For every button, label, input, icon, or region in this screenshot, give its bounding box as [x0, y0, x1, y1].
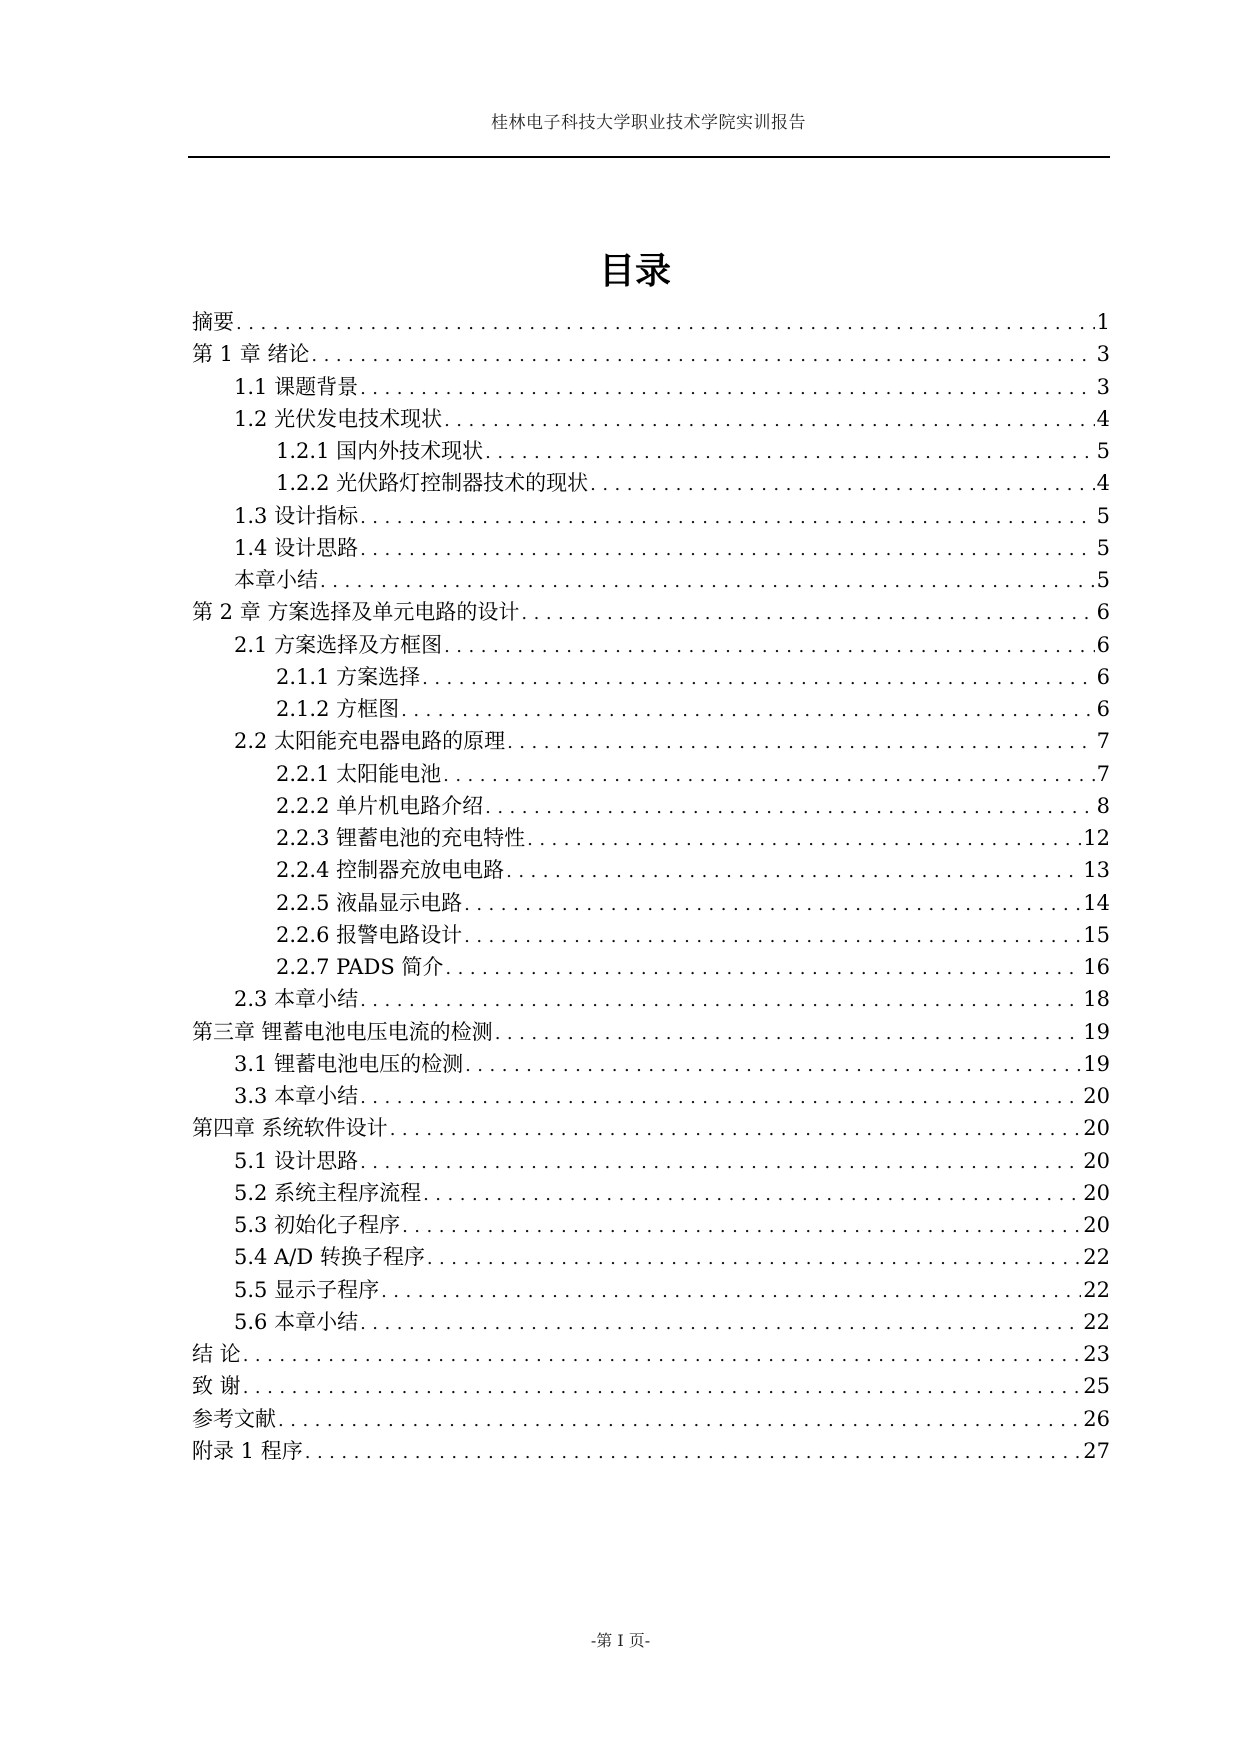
toc-entry-label: 结 论	[192, 1342, 241, 1366]
toc-entry-label: 1.1 课题背景	[234, 374, 359, 399]
toc-entry-page-number: 7	[1096, 761, 1110, 786]
toc-entry-page-number: 22	[1083, 1309, 1110, 1334]
toc-dot-leader	[305, 1442, 1082, 1463]
toc-entry-label: 5.2 系统主程序流程	[234, 1180, 422, 1205]
toc-entry[interactable]	[192, 1274, 1110, 1306]
toc-dot-leader	[401, 700, 1095, 721]
toc-entry-page-number: 19	[1083, 1019, 1110, 1044]
toc-dot-leader	[495, 1023, 1082, 1044]
toc-entry-label: 3.3 本章小结	[234, 1084, 359, 1108]
toc-dot-leader	[590, 474, 1095, 495]
toc-entry[interactable]	[192, 854, 1110, 886]
toc-dot-leader	[464, 926, 1081, 947]
toc-dot-leader	[402, 1216, 1081, 1237]
toc-dot-leader	[485, 797, 1095, 818]
toc-entry[interactable]	[192, 725, 1110, 757]
toc-dot-leader	[465, 1055, 1081, 1076]
toc-entry-label: 1.2.2 光伏路灯控制器技术的现状	[276, 471, 589, 496]
toc-entry[interactable]	[192, 500, 1110, 532]
toc-dot-leader	[360, 990, 1081, 1011]
toc-entry[interactable]	[192, 758, 1110, 790]
toc-entry-label: 2.2.5 液晶显示电路	[276, 890, 463, 915]
toc-entry[interactable]	[192, 435, 1110, 467]
toc-entry[interactable]	[192, 1241, 1110, 1273]
toc-entry-label: 1.4 设计思路	[234, 535, 359, 560]
toc-dot-leader	[390, 1119, 1082, 1140]
toc-entry[interactable]	[192, 338, 1110, 370]
toc-entry-label: 1.2 光伏发电技术现状	[234, 406, 443, 431]
toc-entry[interactable]	[192, 1016, 1110, 1048]
toc-entry-label: 第四章 系统软件设计	[192, 1116, 388, 1141]
toc-entry-label: 2.2 太阳能充电器电路的原理	[234, 729, 506, 754]
toc-entry-page-number: 4	[1096, 471, 1110, 496]
toc-entry-label: 第 1 章 绪论	[192, 342, 310, 367]
toc-dot-leader	[527, 829, 1081, 850]
toc-entry-page-number: 4	[1096, 406, 1110, 431]
toc-entry-page-number: 20	[1083, 1213, 1110, 1237]
toc-entry-page-number: 7	[1096, 729, 1110, 754]
toc-entry-label: 第 2 章 方案选择及单元电路的设计	[192, 600, 520, 625]
toc-entry[interactable]	[192, 1048, 1110, 1080]
toc-entry-label: 参考文献	[192, 1406, 276, 1431]
toc-entry[interactable]	[192, 1370, 1110, 1402]
toc-entry-page-number: 5	[1096, 503, 1110, 528]
toc-entry-page-number: 6	[1096, 697, 1110, 721]
toc-entry[interactable]	[192, 1177, 1110, 1209]
toc-dot-leader	[360, 1152, 1081, 1173]
toc-dot-leader	[443, 765, 1095, 786]
toc-dot-leader	[243, 1377, 1082, 1398]
toc-dot-leader	[360, 378, 1095, 399]
toc-entry[interactable]	[192, 1338, 1110, 1370]
toc-entry-page-number: 1	[1096, 310, 1110, 334]
toc-dot-leader	[422, 668, 1095, 689]
toc-dot-leader	[360, 1313, 1081, 1334]
toc-dot-leader	[485, 442, 1095, 463]
toc-entry-label: 5.5 显示子程序	[234, 1277, 380, 1302]
toc-entry-page-number: 25	[1083, 1374, 1110, 1399]
toc-entry[interactable]	[192, 371, 1110, 403]
toc-entry-label: 5.6 本章小结	[234, 1309, 359, 1334]
toc-entry-label: 2.1 方案选择及方框图	[234, 632, 443, 657]
toc-entry-page-number: 26	[1083, 1406, 1110, 1431]
toc-dot-leader	[521, 603, 1094, 624]
toc-dot-leader	[381, 1281, 1081, 1302]
toc-entry-page-number: 22	[1083, 1245, 1110, 1270]
toc-entry-page-number: 6	[1096, 664, 1110, 689]
toc-dot-leader	[464, 894, 1081, 915]
toc-dot-leader	[506, 861, 1081, 882]
toc-entry[interactable]	[192, 887, 1110, 919]
toc-entry-page-number: 8	[1096, 793, 1110, 818]
toc-entry-page-number: 5	[1096, 535, 1110, 560]
toc-entry[interactable]	[192, 1145, 1110, 1177]
toc-entry-label: 5.3 初始化子程序	[234, 1213, 401, 1237]
toc-entry[interactable]	[192, 1209, 1110, 1241]
toc-entry-page-number: 14	[1083, 890, 1110, 915]
toc-dot-leader	[444, 410, 1095, 431]
toc-entry[interactable]	[192, 919, 1110, 951]
toc-entry[interactable]	[192, 467, 1110, 499]
toc-entry-label: 致 谢	[192, 1374, 241, 1399]
toc-entry-label: 5.1 设计思路	[234, 1148, 359, 1173]
toc-entry-label: 1.3 设计指标	[234, 503, 359, 528]
toc-dot-leader	[427, 1248, 1081, 1269]
toc-entry[interactable]	[192, 790, 1110, 822]
toc-entry[interactable]	[192, 596, 1110, 628]
toc-entry[interactable]	[192, 1306, 1110, 1338]
toc-entry-label: 第三章 锂蓄电池电压电流的检测	[192, 1019, 493, 1044]
toc-dot-leader	[507, 732, 1095, 753]
toc-entry-label: 1.2.1 国内外技术现状	[276, 439, 484, 463]
toc-entry-label: 2.2.1 太阳能电池	[276, 761, 442, 786]
toc-entry-label: 2.2.2 单片机电路介绍	[276, 793, 484, 818]
toc-entry[interactable]	[192, 983, 1110, 1015]
toc-entry-page-number: 20	[1083, 1180, 1110, 1205]
toc-entry[interactable]	[192, 693, 1110, 725]
toc-entry-page-number: 5	[1096, 568, 1110, 592]
toc-entry-label: 2.2.6 报警电路设计	[276, 922, 463, 947]
toc-entry-page-number: 22	[1083, 1277, 1110, 1302]
toc-entry-label: 2.3 本章小结	[234, 987, 359, 1012]
toc-entry-page-number: 18	[1083, 987, 1110, 1012]
toc-entry-label: 2.1.1 方案选择	[276, 664, 421, 689]
page-number: -第 I 页-	[590, 1631, 651, 1650]
toc-entry[interactable]	[192, 661, 1110, 693]
toc-dot-leader	[445, 958, 1081, 979]
toc-dot-leader	[423, 1184, 1081, 1205]
toc-dot-leader	[320, 571, 1095, 592]
toc-entry-page-number: 20	[1083, 1084, 1110, 1108]
toc-entry[interactable]	[192, 1080, 1110, 1112]
toc-entry-label: 3.1 锂蓄电池电压的检测	[234, 1051, 464, 1076]
toc-entry[interactable]	[192, 564, 1110, 596]
toc-dot-leader	[360, 539, 1095, 560]
document-header-title: 桂林电子科技大学职业技术学院实训报告	[491, 113, 806, 133]
toc-title: 目录	[598, 251, 671, 292]
toc-entry[interactable]	[192, 306, 1110, 338]
toc-entry-label: 2.1.2 方框图	[276, 697, 400, 721]
toc-entry-label: 2.2.3 锂蓄电池的充电特性	[276, 826, 526, 850]
toc-entry-page-number: 6	[1096, 600, 1110, 625]
header-divider	[188, 156, 1110, 158]
toc-entry-label: 5.4 A/D 转换子程序	[234, 1245, 425, 1270]
toc-entry-page-number: 3	[1096, 374, 1110, 399]
toc-entry-label: 摘要	[192, 310, 234, 334]
toc-dot-leader	[360, 507, 1095, 528]
toc-entry-page-number: 16	[1083, 955, 1110, 979]
toc-entry[interactable]	[192, 1112, 1110, 1144]
toc-dot-leader	[278, 1410, 1081, 1431]
toc-entry-label: 本章小结	[234, 568, 318, 592]
toc-entry[interactable]	[192, 629, 1110, 661]
toc-entry-label: 2.2.4 控制器充放电电路	[276, 858, 505, 883]
toc-entry-page-number: 6	[1096, 632, 1110, 657]
toc-dot-leader	[360, 1087, 1081, 1108]
toc-entry-page-number: 23	[1083, 1342, 1110, 1366]
toc-entry-page-number: 19	[1083, 1051, 1110, 1076]
toc-entry-page-number: 20	[1083, 1116, 1110, 1141]
toc-entry[interactable]	[192, 532, 1110, 564]
toc-dot-leader	[243, 1345, 1082, 1366]
toc-dot-leader	[444, 636, 1095, 657]
toc-dot-leader	[311, 345, 1094, 366]
toc-entry-page-number: 3	[1096, 342, 1110, 367]
toc-entry-label: 2.2.7 PADS 简介	[276, 955, 444, 979]
toc-entry-page-number: 5	[1096, 439, 1110, 463]
toc-entry-page-number: 13	[1083, 858, 1110, 883]
toc-entry[interactable]	[192, 822, 1110, 854]
toc-entry-page-number: 27	[1083, 1438, 1110, 1463]
toc-dot-leader	[236, 313, 1095, 334]
toc-entry-page-number: 12	[1083, 826, 1110, 850]
toc-entry-label: 附录 1 程序	[192, 1438, 303, 1463]
toc-entry[interactable]	[192, 403, 1110, 435]
toc-entry[interactable]	[192, 1435, 1110, 1467]
toc-entry-page-number: 20	[1083, 1148, 1110, 1173]
toc-entry[interactable]	[192, 951, 1110, 983]
toc-entry-page-number: 15	[1083, 922, 1110, 947]
toc-list	[192, 306, 1110, 1467]
toc-entry[interactable]	[192, 1403, 1110, 1435]
